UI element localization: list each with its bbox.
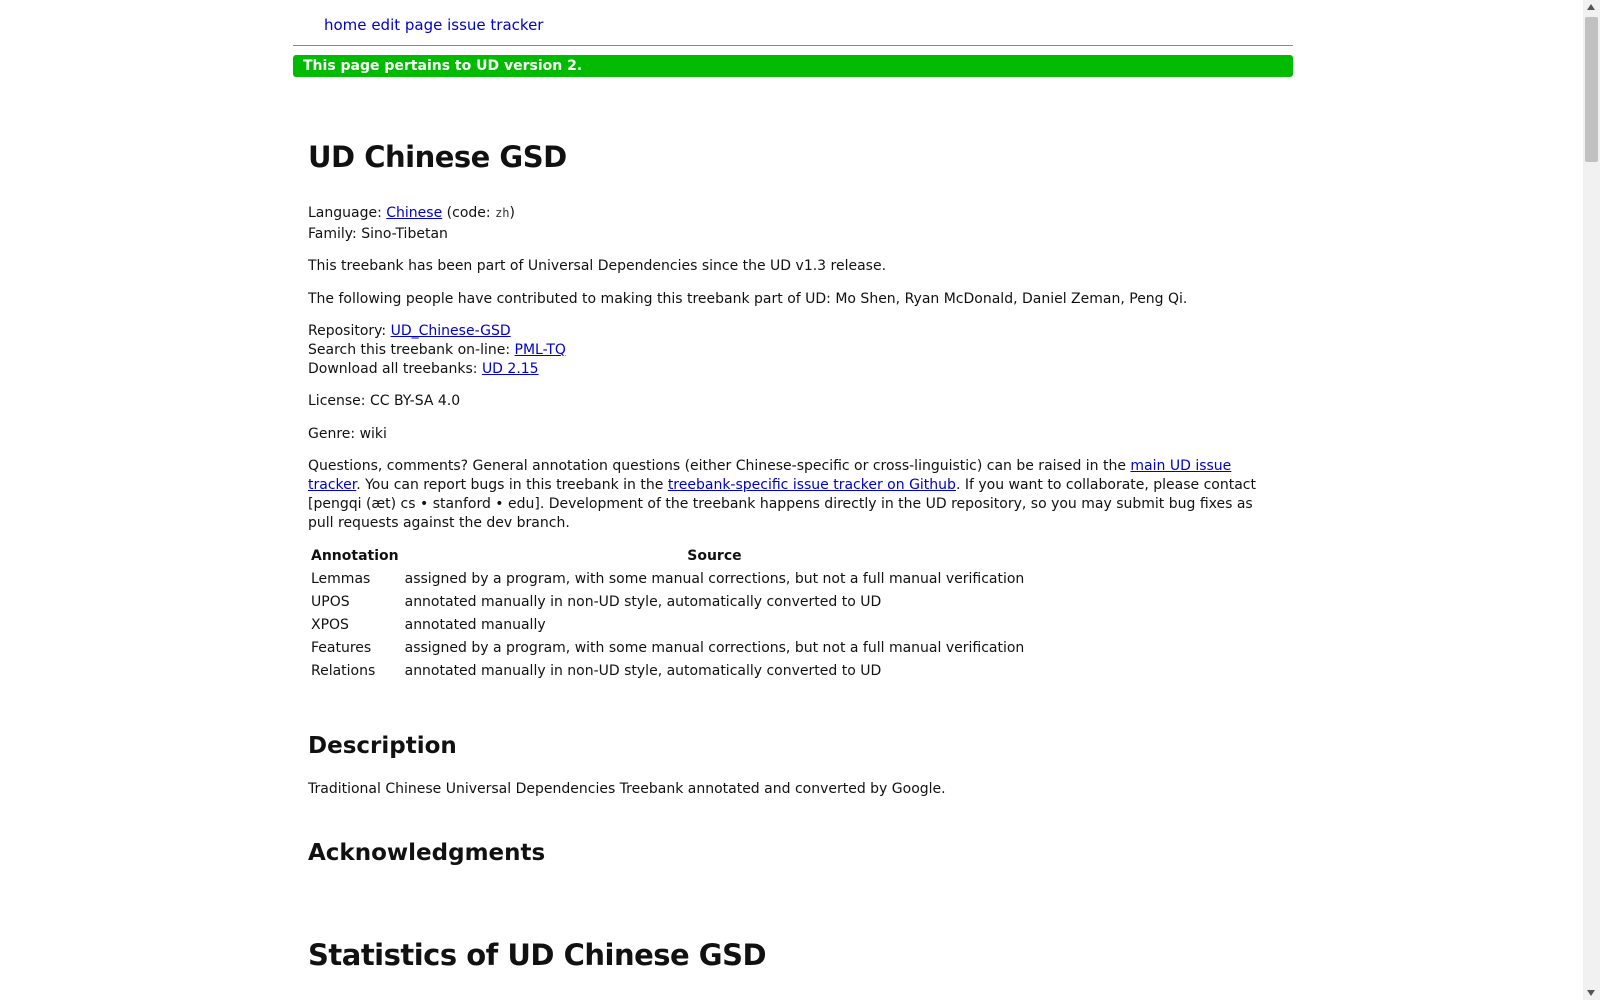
language-line: Language: Chinese (code: zh)	[308, 205, 515, 221]
acknowledgments-heading: Acknowledgments	[308, 840, 546, 866]
nav-issue-tracker-link[interactable]: issue tracker	[447, 16, 544, 34]
github-issue-tracker-link[interactable]: treebank-specific issue tracker on Github	[667, 477, 956, 493]
page-title: UD Chinese GSD	[308, 140, 567, 174]
top-navigation	[293, 0, 1293, 46]
source-header: Source	[687, 548, 742, 564]
contributors-text: The following people have contributed to making this treebank part of UD: Mo Shen, Ryan McDonald, Daniel Zeman, Peng Qi.	[308, 291, 1188, 307]
download-link[interactable]: UD 2.15	[481, 361, 539, 377]
nav-home-link[interactable]: home	[324, 16, 367, 34]
questions-paragraph: Questions, comments? General annotation questions (either Chinese-specific or cross-linguistic) can be raised in the main UD issue tracker. You can report bugs in this treebank in the treebank-specific issue tracker on Github. If you want to collaborate, please contact [pengqi (æt) cs • stanford • edu]. Development of the treebank happens directly in the UD repository, so you may submit bug fixes as pull requests against the dev branch.	[308, 458, 1256, 531]
annotation-table	[308, 545, 1027, 682]
nav-edit-page-link[interactable]: edit page	[371, 16, 443, 34]
vertical-scrollbar[interactable]	[1583, 0, 1600, 1000]
language-link[interactable]: Chinese	[386, 205, 443, 221]
scrollbar-thumb[interactable]	[1585, 17, 1598, 162]
genre-text: Genre: wiki	[308, 426, 387, 442]
table-row: UPOS annotated manually in non-UD style, automatically converted to UD	[311, 593, 882, 610]
language-code: zh	[495, 206, 510, 220]
since-release-text: This treebank has been part of Universal Dependencies since the UD v1.3 release.	[308, 258, 887, 274]
table-row: Relations annotated manually in non-UD style, automatically converted to UD	[311, 662, 882, 679]
statistics-heading: Statistics of UD Chinese GSD	[308, 938, 767, 972]
table-row: Features assigned by a program, with some manual corrections, but not a full manual verification	[311, 639, 1025, 656]
scroll-up-arrow-icon[interactable]	[1587, 4, 1595, 10]
main-issue-tracker-link[interactable]: main UD issue tracker	[308, 458, 1232, 493]
repository-link[interactable]: UD_Chinese-GSD	[390, 323, 511, 339]
download-line: Download all treebanks: UD 2.15	[308, 361, 539, 377]
table-row: Lemmas assigned by a program, with some manual corrections, but not a full manual verification	[311, 570, 1025, 587]
table-row: XPOS annotated manually	[311, 616, 546, 633]
version-banner: This page pertains to UD version 2.	[293, 55, 1293, 77]
scroll-down-arrow-icon[interactable]	[1587, 990, 1595, 996]
license-text: License: CC BY-SA 4.0	[308, 393, 461, 409]
nav-links	[324, 16, 543, 34]
page-wrapper	[293, 0, 1293, 972]
search-line: Search this treebank on-line: PML-TQ	[308, 342, 566, 358]
family-line: Family: Sino-Tibetan	[308, 226, 448, 242]
description-heading: Description	[308, 733, 457, 759]
pml-tq-link[interactable]: PML-TQ	[514, 342, 566, 358]
description-text: Traditional Chinese Universal Dependencies Treebank annotated and converted by Google.	[308, 781, 946, 797]
annotation-header: Annotation	[311, 548, 399, 564]
table-header-row	[308, 545, 1027, 567]
repository-line: Repository: UD_Chinese-GSD	[308, 323, 511, 339]
